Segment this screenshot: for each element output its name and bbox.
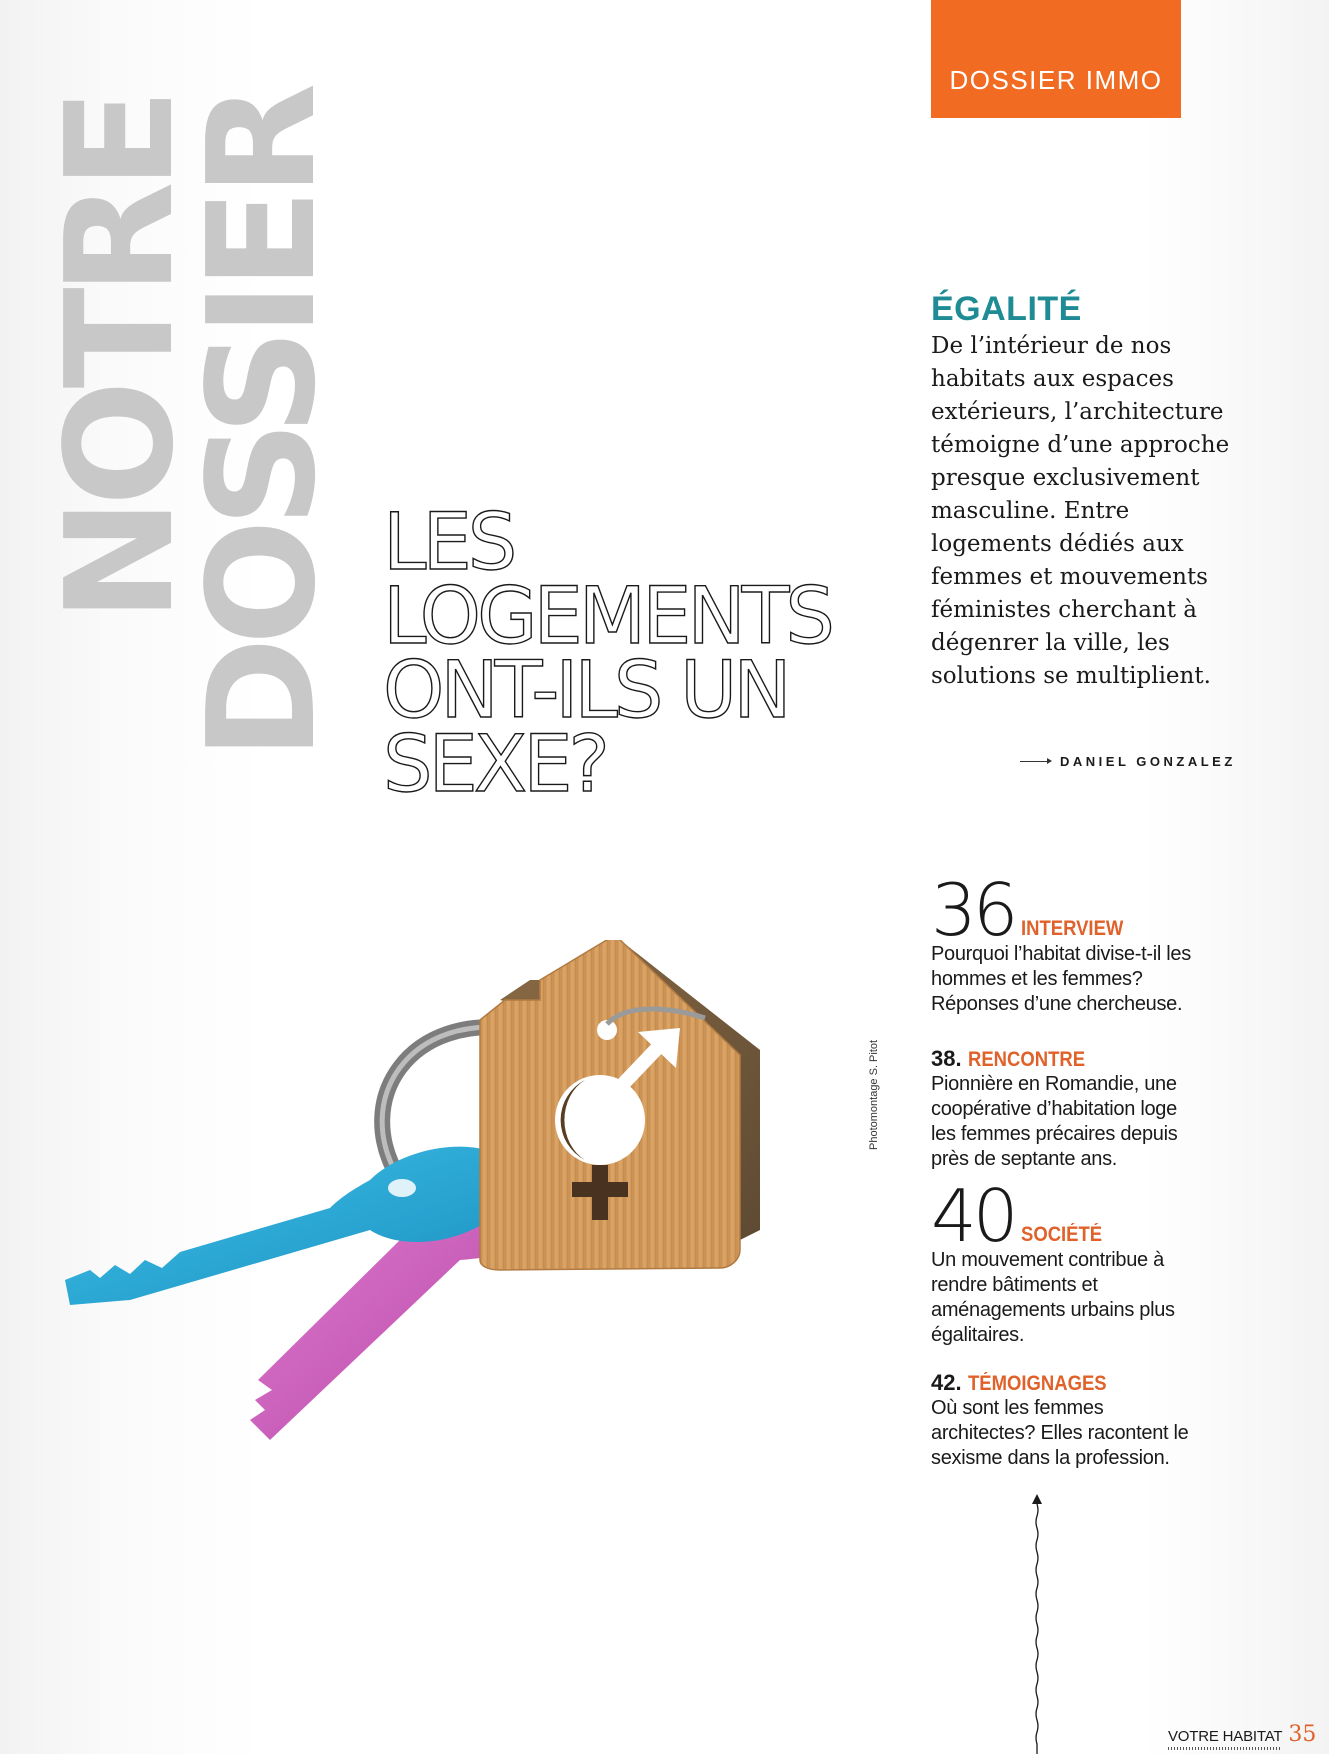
toc-label: INTERVIEW [1020,917,1123,940]
byline-arrow-icon [1020,761,1048,763]
toc-label: TÉMOIGNAGES [967,1372,1107,1395]
magazine-name: VOTRE HABITAT [1168,1728,1282,1745]
toc-label: RENCONTRE [967,1048,1085,1071]
timeline-arrow-icon [1030,1490,1044,1754]
headline-line: LES [383,498,514,588]
page-number: 35 [1288,1722,1317,1747]
toc-page-number: 40 [931,1174,1015,1258]
toc-item[interactable] [931,1046,1201,1172]
lead-kicker: ÉGALITÉ [931,290,1082,328]
house-keychain-icon [40,940,920,1500]
toc-description: Pionnière en Romandie, une coopérative d’habitation loge les femmes précaires depuis près de septante ans. [931,1073,1178,1170]
vertical-title-line1: NOTRE [34,96,206,622]
photo-credit: Photomontage S. Pitot [868,1039,880,1150]
toc-item[interactable] [931,868,1201,1017]
section-tag: DOSSIER IMMO [931,0,1181,118]
headline-line: SEXE? [383,720,606,810]
toc-description: Où sont les femmes architectes? Elles racontent le sexisme dans la profession. [931,1397,1189,1469]
toc-description: Pourquoi l’habitat divise-t-il les hommes et les femmes? Réponses d’une chercheuse. [931,943,1191,1015]
toc-description: Un mouvement contribue à rendre bâtiments et aménagements urbains plus égalitaires. [931,1249,1175,1346]
blue-key-icon [65,1147,512,1305]
footer [1168,1722,1316,1747]
headline-line: ONT-ILS UN [383,646,788,736]
vertical-title [34,40,348,760]
byline-author: DANIEL GONZALEZ [1060,754,1236,769]
headline-line: LOGEMENTS [383,572,831,662]
headline [383,498,903,810]
toc-page-number: 36 [931,868,1015,952]
byline [1020,754,1236,769]
lead-text: De l’intérieur de nos habitats aux espaces extérieurs, l’architecture témoigne d’une approche presque exclusivement masculine. Entre logements dédiés aux femmes et mouvements féministes cherchant à dégenrer la ville, les solutions se multiplient. [931,333,1230,689]
toc-label: SOCIÉTÉ [1020,1223,1102,1246]
toc-page-number: 38. [931,1046,962,1071]
toc-item[interactable] [931,1370,1201,1471]
vertical-title-line2: DOSSIER [176,90,348,760]
toc-page-number: 42. [931,1370,962,1395]
toc-item[interactable] [931,1174,1201,1348]
